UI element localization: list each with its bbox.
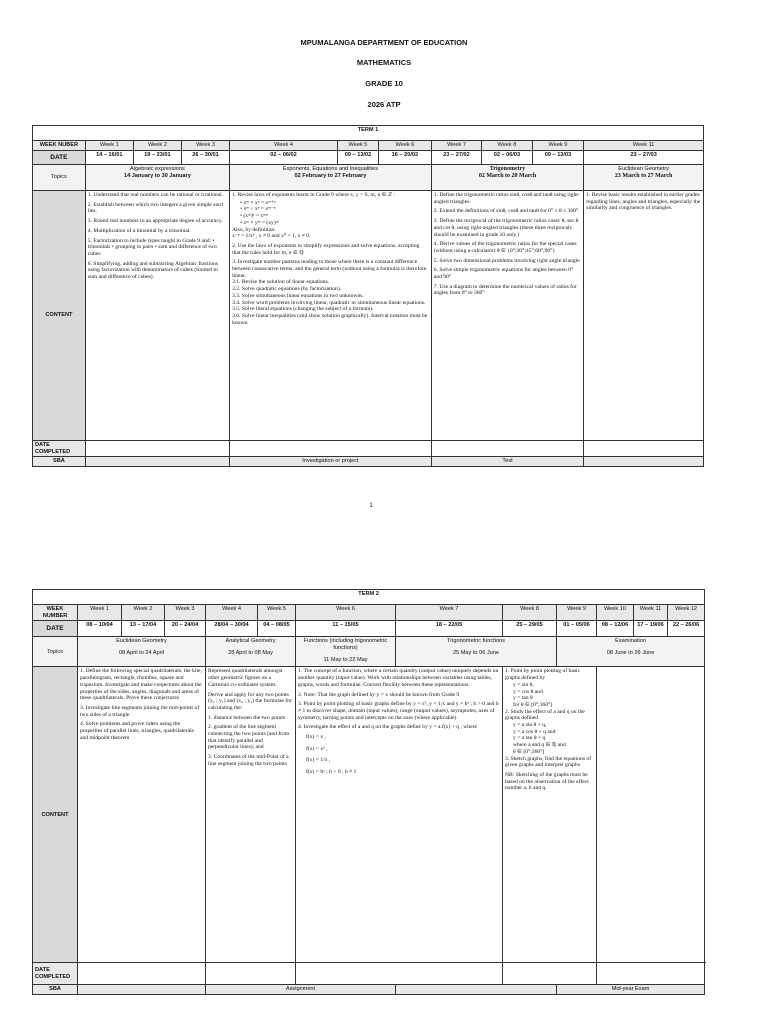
date-completed-label: DATE COMPLETED [33,441,86,457]
topic-cell: Euclidean Geometry 08 April to 24 April [78,637,206,667]
week-cell: Week 4 [230,141,338,151]
date-cell: 17 – 19/06 [634,621,668,637]
week-cell: Week 10 [597,605,634,621]
date-label: DATE [33,621,78,637]
date-cell: 20 – 24/04 [165,621,206,637]
date-cell: 19 – 23/01 [133,151,181,165]
date-cell: 23 – 27/02 [431,151,481,165]
week-cell: Week 7 [431,141,481,151]
week-cell: Week 5 [258,605,296,621]
date-completed-cell [78,963,206,985]
content-label: CONTENT [33,191,86,441]
content-cell-functions: 1. The concept of a function, where a certain quantity (output value) uniquely depends on another quantity (input value). Work with relationships between variables using tables, graphs, words and formulae. Convert flexibly between these representations. 2. Note: That the graph defined by y = x should be known from Grade 9 3. Point by point plotting of basic graphs define by y = x², y = 1/x and y = bˣ ; b > 0 and b ≠ 1 to discover shape, domain (input values), range (output values), asymptotes, axes of symmetry, turning points and intercepts on the axes (where applicable) 4. Investigate the effect of a and q on the graphs define by y = a.f(x) + q , where f(x) = x , f(x) = x² , f(x) = 1/x , f(x) = bˣ ; b > 0 , b ≠ 1 [296,667,503,963]
sba-cell [396,985,557,995]
date-cell: 11 – 15/05 [296,621,396,637]
date-completed-cell [206,963,296,985]
term1-table [32,125,704,467]
sba-label: SBA [33,457,86,467]
topic-cell: Trigonometry 02 March to 20 March [431,165,583,191]
week-cell: Week 1 [78,605,122,621]
date-completed-cell [230,441,432,457]
date-cell: 02 – 06/03 [482,151,532,165]
topic-cell: Functions (including trigonometric functions) 11 May to 22 May [296,637,396,667]
sba-cell: Test [431,457,583,467]
sba-cell: Mid-year Exam [557,985,705,995]
week-cell: Week 1 [85,141,133,151]
topic-cell: Algebraic expressions 14 January to 30 January [85,165,229,191]
date-cell: 26 – 30/01 [181,151,229,165]
date-cell: 04 – 08/05 [258,621,296,637]
week-cell: Week 9 [532,141,584,151]
date-completed-cell [85,441,229,457]
date-completed-cell [597,963,705,985]
topic-cell: Exponents, Equations and Inequalities 02 February to 27 February [230,165,432,191]
term2-title: TERM 2 [33,590,705,605]
week-cell: Week 2 [122,605,165,621]
week-cell: Week 5 [337,141,378,151]
week-cell: Week 8 [503,605,557,621]
week-cell: Week 2 [133,141,181,151]
date-cell: 23 – 27/03 [584,151,704,165]
date-cell: 09 – 13/03 [532,151,584,165]
content-cell-trigonometry: 1. Define the trigonometric ratios sinθ, cosθ and tanθ using right-angled triangles. 2. Extend the definitions of sinθ, cosθ and tanθ for 0° ≤ θ ≤ 360°. 3. Define the reciprocal of the trigonometric ratios cosec θ, sec θ and cot θ, using right-angled triangles (these three reciprocals should be examined in grade 10 only.) 4. Derive values of the trigonometric ratios for the special cases (without using a calculator) θ ∈ {0°;30°;45°;60°;90°} 5. Solve two dimensional problems involving right angle triangle 6. Solve simple trigonometric equations for angles between 0° and 90° 7. Use a diagram to determine the numerical values of ratios for angles from 0° to 360° [431,191,583,441]
date-cell: 14 – 16/01 [85,151,133,165]
week-cell: Week 11 [634,605,668,621]
content-cell-euclidean: 1. Define the following special quadrilaterals: the kite, parallelogram, rectangle, rhombus, square and trapezium. Investigate and make conjectures about the properties of the sides, angles, diagonals and areas of these quadrilaterals. Prove these conjectures 3. Investigate line segments joining the mid-points of two sides of a triangle 4. Solve problems and prove riders using the properties of parallel lines, triangles, quadrilaterals and midpoint theorem [78,667,206,963]
week-cell: Week 6 [296,605,396,621]
content-label: CONTENT [33,667,78,963]
week-cell: Week 3 [181,141,229,151]
topics-label: Topics [33,165,86,191]
date-cell: 16 – 20/02 [379,151,432,165]
content-cell-geometry: 1. Revise basic results established in earlier grades regarding lines, angles and triangles, especially the similarity and congruence of triangles. [584,191,704,441]
dept-title: MPUMALANGA DEPARTMENT OF EDUCATION [300,38,468,47]
topic-cell: Examination 08 June to 26 June [557,637,705,667]
date-completed-cell [296,963,503,985]
date-cell: 01 – 05/06 [557,621,597,637]
week-cell: Week 12 [668,605,705,621]
date-cell: 08 – 12/06 [597,621,634,637]
date-cell: 25 – 29/05 [503,621,557,637]
date-cell: 28/04 – 30/04 [206,621,258,637]
week-label: WEEK NUBER [33,141,86,151]
term1-title: TERM 1 [33,126,704,141]
topic-cell: Analytical Geometry 28 April to 08 May [206,637,296,667]
date-completed-cell [584,441,704,457]
topic-cell: Euclidean Geometry 23 March to 27 March [584,165,704,191]
subject-title: MATHEMATICS [356,58,412,67]
date-cell: 08 – 10/04 [78,621,122,637]
sba-cell: Assignment [206,985,396,995]
sba-label: SBA [33,985,78,995]
content-cell-examination [597,667,705,963]
date-cell: 02 – 06/02 [230,151,338,165]
sba-cell [78,985,206,995]
content-cell-analytical: Represent quadrilaterals amongst other geometric figures on a Cartesian co-ordinates system. Derive and apply for any two points (x₁ ; y₁) and (x₂ ; y₂) the formulae for calculating the: 1. distance between the two points 2. gradient of the line segment connecting the two points (and from that identify parallel and perpendicular lines); and 3. Coordinates of the mid-Point of a line segment joining the two points [206,667,296,963]
sba-cell [584,457,704,467]
week-cell: Week 11 [584,141,704,151]
content-cell-trig-functions: 1. Point by point plotting of basic graphs defined by y = sin θ, y = cos θ and y = tan θ for θ ∈ [0°;360°] 2. Study the effect of a and q on the graphs defined y = a sin θ + q, y = a cos θ + q and y = a tan θ + q where a and q ∈ ℚ and θ ∈ [0°;360°] 3. Sketch graphs, find the equations of given graphs and interpret graphs NB: Sketching of the graphs must be based on the observation of the effect number a, b and q. [503,667,597,963]
sba-cell [85,457,229,467]
grade-title: GRADE 10 [365,79,403,88]
week-cell: Week 9 [557,605,597,621]
date-completed-label: DATE COMPLETED [33,963,78,985]
date-label: DATE [33,151,86,165]
date-completed-cell [431,441,583,457]
page-number: 1 [369,503,373,509]
date-completed-cell [503,963,597,985]
week-label: WEEK NUMBER [33,605,78,621]
content-cell-algebra: 1. Understand that real numbers can be rational or irrational. 2. Establish between which two integers a given simple surd lies. 3. Round real numbers to an appropriate degree of accuracy. 4. Multiplication of a binomial by a trinomial. 5. Factorization to include types taught in Grade 9 and: • trinomials • grouping in pairs • sum and difference of two cubes 6. Simplifying, adding and subtracting Algebraic fractions using factorization with denominators of cubes (limited to sum and difference of cubes). [85,191,229,441]
sba-cell: Investigation or project [230,457,432,467]
date-cell: 22 – 26/06 [668,621,705,637]
date-cell: 09 – 13/02 [337,151,378,165]
topics-label: Topics [33,637,78,667]
content-cell-exponents: 1. Revise laws of exponents learnt in Grade 9 where x, y > 0; m, n ∈ ℤ : • xᵐ × xⁿ = xᵐ⁺ⁿ • xᵐ ÷ xⁿ = xᵐ⁻ⁿ • (xᵐ)ⁿ = xᵐⁿ • xᵐ × yᵐ = (xy)ᵐ Also, by definition: x⁻ⁿ = 1/xⁿ , x ≠ 0 and x⁰ = 1, x ≠ 0. 2. Use the laws of exponents to simplify expressions and solve equations, accepting that the rules hold for m, n ∈ ℚ 3. Investigate number patterns leading to those where there is a constant difference between consecutive terms, and the general term (without using a formula) is therefore linear. 3.1. Revise the solution of linear equations. 3.2. Solve quadratic equations (by factorisation). 3.3. Solve simultaneous linear equations in two unknowns. 3.4. Solve word problems involving linear, quadratic or simultaneous linear equations. 3.5. Solve literal equations (changing the subject of a formula). 3.6. Solve linear inequalities (and show solution graphically). Interval notation must be known. [230,191,432,441]
week-cell: Week 8 [482,141,532,151]
week-cell: Week 6 [379,141,432,151]
date-cell: 18 – 22/05 [396,621,503,637]
atp-title: 2026 ATP [367,100,401,109]
week-cell: Week 7 [396,605,503,621]
date-cell: 13 – 17/04 [122,621,165,637]
topic-cell: Trigonometric functions 25 May to 06 June [396,637,557,667]
term2-table [32,589,705,995]
week-cell: Week 4 [206,605,258,621]
week-cell: Week 3 [165,605,206,621]
